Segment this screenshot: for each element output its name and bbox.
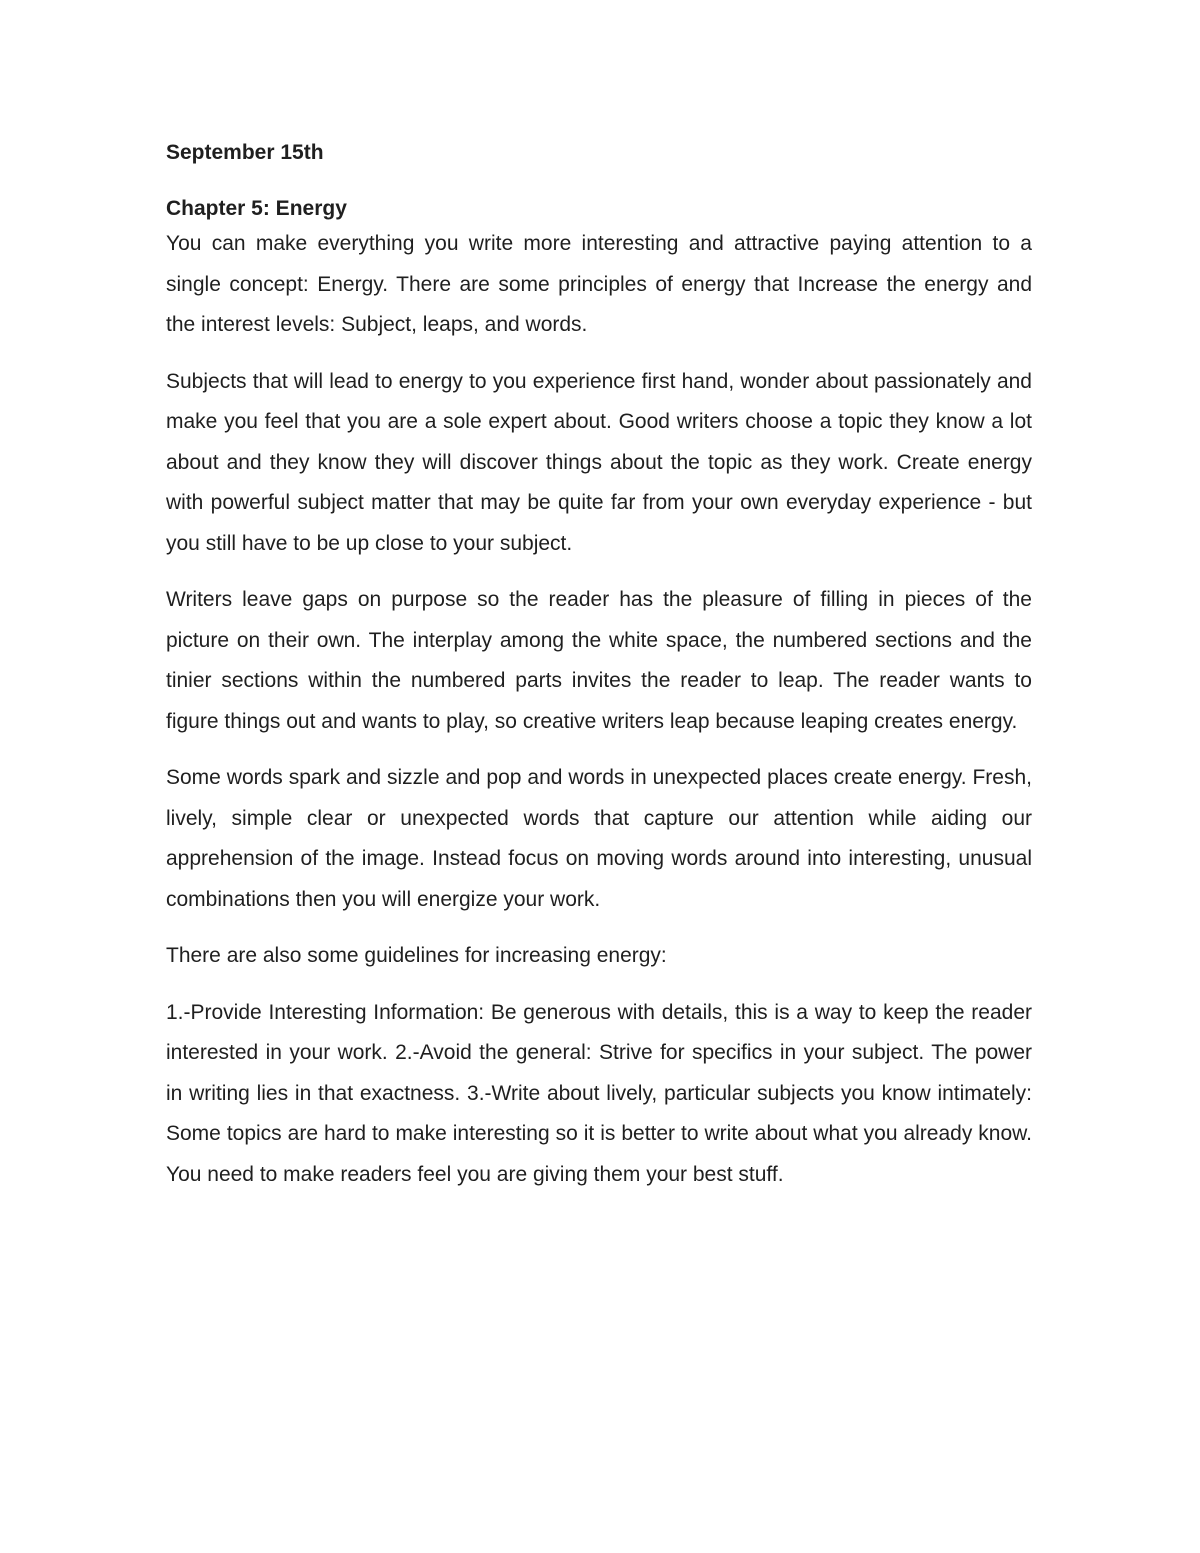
entry-date: September 15th	[166, 141, 324, 164]
chapter-title: Chapter 5: Energy	[166, 197, 347, 220]
paragraph-intro: You can make everything you write more interesting and attractive paying attention to a single concept: Energy. There are some principles of energy that Increase the energy and the interest levels: Subject, leaps, and words.	[166, 232, 1032, 336]
document-body	[166, 138, 1032, 1211]
paragraph-subjects: Subjects that will lead to energy to you experience first hand, wonder about passionately and make you feel that you are a sole expert about. Good writers choose a topic they know a lot about and they know they will discover things about the topic as they work. Create energy with powerful subject matter that may be quite far from your own everyday experience - but you still have to be up close to your subject.	[166, 369, 1032, 555]
paragraph-leaps: Writers leave gaps on purpose so the reader has the pleasure of filling in pieces of the picture on their own. The interplay among the white space, the numbered sections and the tinier sections within the numbered parts invites the reader to leap. The reader wants to figure things out and wants to play, so creative writers leap because leaping creates energy.	[166, 588, 1032, 733]
paragraph-guidelines-list: 1.-Provide Interesting Information: Be generous with details, this is a way to keep the reader interested in your work. 2.-Avoid the general: Strive for specifics in your subject. The power in writing lies in that exactness. 3.-Write about lively, particular subjects you know intimately: Some topics are hard to make interesting so it is better to write about what you already know. You need to make readers feel you are giving them your best stuff.	[166, 1000, 1032, 1186]
paragraph-words: Some words spark and sizzle and pop and words in unexpected places create energy. Fresh, lively, simple clear or unexpected words that capture our attention while aiding our apprehension of the image. Instead focus on moving words around into interesting, unusual combinations then you will energize your work.	[166, 766, 1032, 911]
paragraph-guidelines-intro: There are also some guidelines for increasing energy:	[166, 944, 667, 967]
